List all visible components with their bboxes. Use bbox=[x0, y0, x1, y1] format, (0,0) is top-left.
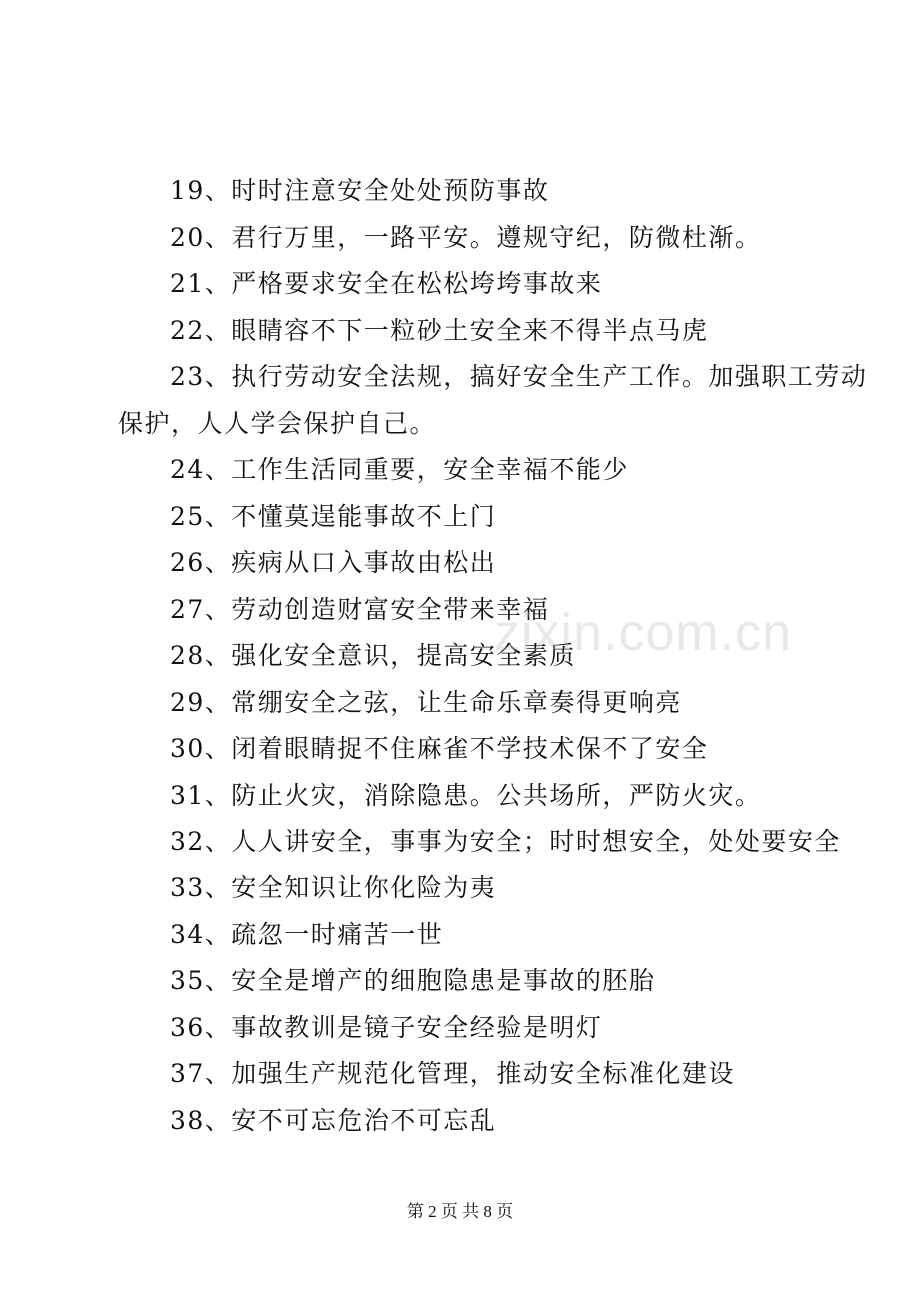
slogan-37: 37、加强生产规范化管理，推动安全标准化建设 bbox=[170, 1059, 735, 1088]
slogan-32: 32、人人讲安全，事事为安全；时时想安全，处处要安全 bbox=[170, 827, 841, 856]
slogan-20: 20、君行万里，一路平安。遵规守纪，防微杜渐。 bbox=[170, 223, 762, 252]
slogan-33: 33、安全知识让你化险为夷 bbox=[170, 873, 497, 902]
slogan-36: 36、事故教训是镜子安全经验是明灯 bbox=[170, 1013, 603, 1042]
slogan-35: 35、安全是增产的细胞隐患是事故的胚胎 bbox=[170, 966, 656, 995]
page-footer: 第 2 页 共 8 页 bbox=[406, 1202, 514, 1221]
slogan-38: 38、安不可忘危治不可忘乱 bbox=[170, 1106, 497, 1135]
slogan-24: 24、工作生活同重要，安全幸福不能少 bbox=[170, 455, 629, 484]
slogan-31: 31、防止火灾，消除隐患。公共场所，严防火灾。 bbox=[170, 781, 762, 810]
slogan-26: 26、疾病从口入事故由松出 bbox=[170, 548, 497, 577]
slogan-19: 19、时时注意安全处处预防事故 bbox=[170, 176, 550, 205]
slogan-27: 27、劳动创造财富安全带来幸福 bbox=[170, 595, 550, 624]
slogan-23: 23、执行劳动安全法规，搞好安全生产工作。加强职工劳动 bbox=[170, 362, 868, 391]
watermark: zixin.com.cn bbox=[494, 604, 793, 662]
slogan-22: 22、眼睛容不下一粒砂土安全来不得半点马虎 bbox=[170, 316, 709, 345]
slogan-23-continued: 保护，人人学会保护自己。 bbox=[118, 409, 437, 438]
slogan-25: 25、不懂莫逞能事故不上门 bbox=[170, 502, 497, 531]
slogan-29: 29、常绷安全之弦，让生命乐章奏得更响亮 bbox=[170, 688, 682, 717]
slogan-21: 21、严格要求安全在松松垮垮事故来 bbox=[170, 269, 603, 298]
slogan-34: 34、疏忽一时痛苦一世 bbox=[170, 920, 444, 949]
slogan-28: 28、强化安全意识，提高安全素质 bbox=[170, 641, 576, 670]
slogan-30: 30、闭着眼睛捉不住麻雀不学技术保不了安全 bbox=[170, 734, 709, 763]
